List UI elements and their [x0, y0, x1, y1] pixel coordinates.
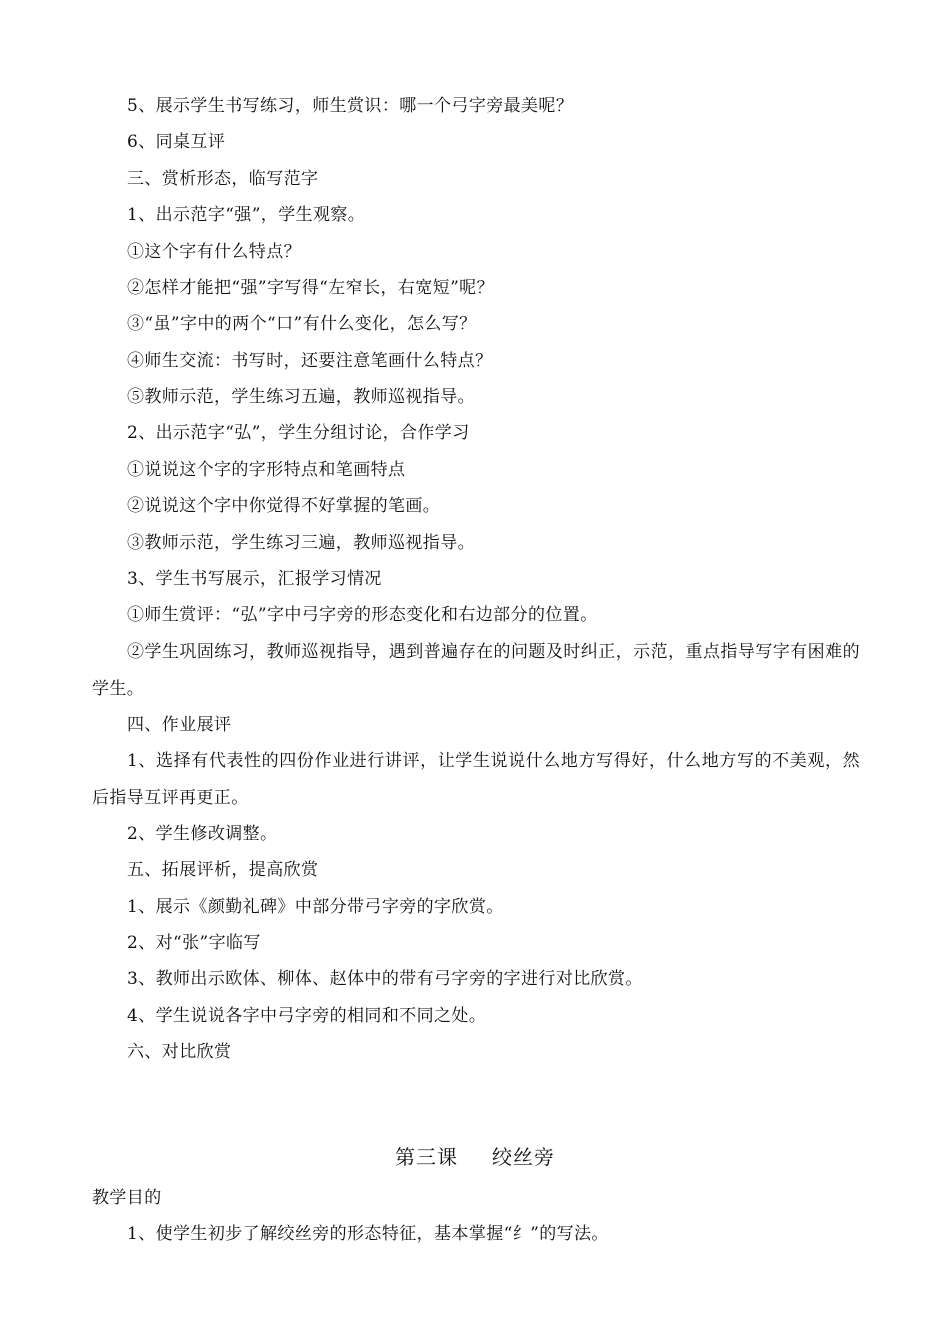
section-heading: 三、赏析形态，临写范字 [127, 169, 319, 189]
paragraph: 1、选择有代表性的四份作业进行讲评，让学生说说什么地方写得好，什么地方写的不美观，然后指导互评再更正。 [92, 751, 860, 808]
paragraph: 2、出示范字“弘”，学生分组讨论，合作学习 [127, 423, 470, 443]
paragraph: ②说说这个字中你觉得不好掌握的笔画。 [127, 496, 441, 516]
paragraph: ③教师示范，学生练习三遍，教师巡视指导。 [127, 533, 475, 553]
paragraph: 1、出示范字“强”，学生观察。 [127, 205, 366, 225]
paragraph: 6、同桌互评 [127, 132, 226, 152]
paragraph: ①说说这个字的字形特点和笔画特点 [127, 460, 406, 480]
paragraph: ②学生巩固练习，教师巡视指导，遇到普遍存在的问题及时纠正，示范，重点指导写字有困难的学生。 [92, 642, 860, 699]
paragraph: 2、对“张”字临写 [127, 933, 261, 953]
lesson-name: 绞丝旁 [492, 1145, 555, 1169]
paragraph: ①师生赏评：“弘”字中弓字旁的形态变化和右边部分的位置。 [127, 605, 598, 625]
section-heading: 四、作业展评 [127, 715, 232, 735]
section-heading: 六、对比欣赏 [127, 1042, 232, 1062]
paragraph: ④师生交流：书写时，还要注意笔画什么特点？ [127, 351, 493, 371]
lesson-title [0, 1141, 950, 1173]
paragraph: ③“虽”字中的两个“口”有什么变化，怎么写？ [127, 314, 477, 334]
paragraph: ②怎样才能把“强”字写得“左窄长，右宽短”呢？ [127, 278, 494, 298]
objectives-heading: 教学目的 [92, 1188, 162, 1208]
objective-item: 1、使学生初步了解绞丝旁的形态特征，基本掌握“纟”的写法。 [127, 1224, 609, 1244]
paragraph: 4、学生说说各字中弓字旁的相同和不同之处。 [127, 1006, 487, 1026]
paragraph: ⑤教师示范，学生练习五遍，教师巡视指导。 [127, 387, 475, 407]
paragraph: 5、展示学生书写练习，师生赏识：哪一个弓字旁最美呢？ [127, 96, 574, 116]
paragraph: 3、学生书写展示，汇报学习情况 [127, 569, 382, 589]
lesson-number: 第三课 [395, 1145, 458, 1169]
paragraph: 3、教师出示欧体、柳体、赵体中的带有弓字旁的字进行对比欣赏。 [127, 969, 643, 989]
paragraph: 1、展示《颜勤礼碑》中部分带弓字旁的字欣赏。 [127, 897, 504, 917]
paragraph: 2、学生修改调整。 [127, 824, 278, 844]
paragraph: ①这个字有什么特点？ [127, 242, 301, 262]
section-heading: 五、拓展评析，提高欣赏 [127, 860, 319, 880]
